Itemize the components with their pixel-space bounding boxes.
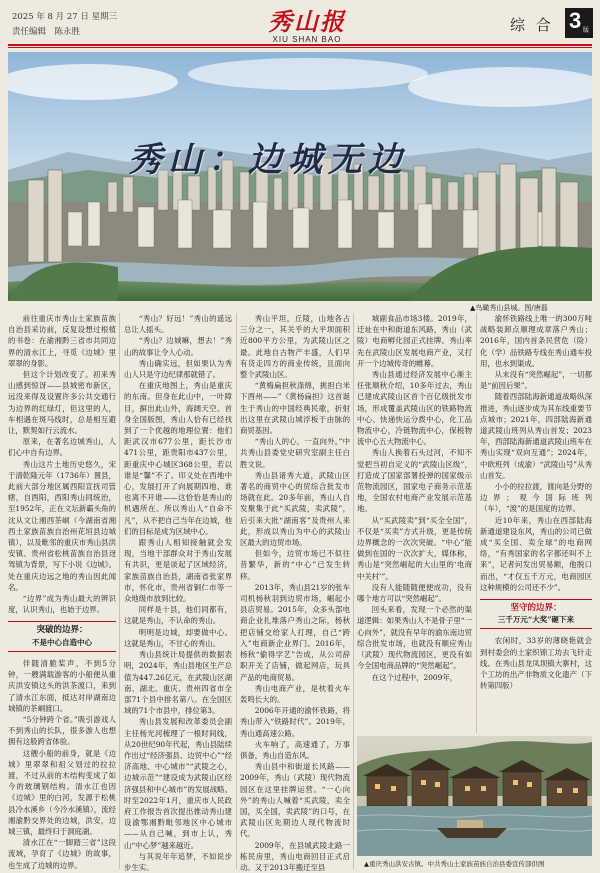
paragraph: 从未没有“突然崛起”，一切都是“前因后果”。: [480, 370, 592, 391]
newspaper-logo: [252, 2, 362, 44]
page-number: 3: [569, 8, 582, 33]
paragraph: 伴随清脆桨声，不到5分钟，一艘满载游客的小船便从重庆洪安镇这头的洪茶渡口，来到了清水江东面，抵达对岸湖南边城镇的茶峒渡口。: [8, 658, 116, 713]
section-title: 综 合: [510, 16, 554, 34]
paragraph: 秀山县通过经济发展中心渐主任张顺秋介绍，10多年过去，秀山已建成武陵山区首个百亿级批发市场，形成覆盖武陵山区的铁路物流中心、快递快运分拨中心，化工品物流中心，冷链物流中心，保税物流中心五大物流中心。: [357, 370, 472, 447]
article-column-3: [240, 313, 350, 873]
paragraph: 原来，在著名边城秀山，人们心中自有边界。: [8, 437, 116, 458]
paragraph: 秀山县中和街道长风路——2009年，秀山（武陵）现代物流园区在这里挂牌运营。“一心向外”的秀山人喊着“买武陵，卖全国，买全国，卖武陵”的口号，在武陵山区先期边人现代物流时代。: [240, 762, 350, 839]
paragraph: 随着西部陆海新通道战略纵深推进，秀山逐步成为其东线重要节点城市；2021年，四部陆海新通道武陵山班列从秀山首发；2023年，西部陆海新通道武陵山班车在秀山实现“双向互通”；2024年，中欧班列（成渝）“武陵山号”从秀山首发。: [480, 392, 592, 480]
masthead-rule: [8, 44, 592, 46]
paragraph: “秀山？好远！”秀山的遥远总让人摇头。: [124, 314, 232, 335]
paragraph: 但如今，边贸市场已不似往昔繁华，新的“中心”已发生转移。: [240, 549, 350, 581]
paragraph: 秀山这片土地历史悠久，宋于清乾隆元年（1736年）置县，此前大部分地区属西阳宣抚司管辖，自酉阳，西阳秀山同统治，至1952年，正在文坛新霸头角的沈从文让湘西茶峒（今湖南省湘西土家族苗族自治州花垣县边城镇），以及毗邻的重庆市秀山县洪安镇、贵州省松桃苗族自治县迓驾镇为背景，写下小说《边城》。处在重庆边远之地的秀山因此闻名。: [8, 459, 116, 592]
paragraph: 秀山县发展和改革委员会副主任杨光河梳理了一根时间线，从20世纪90年代起，秀山县陆续作出过“经济强县、边贸中心”“经济高地、中心城市”“武陵之心，边城示范”“建设成为武陵山区经济强县和中心城市”的发展战略。时至2022年1月，重庆市人民政府工作报告首次提出推动秀山建设渝鄂湘黔毗邻地区中心城市——从自己喊，到市上认，秀山“中心梦”越来越近。: [124, 717, 232, 850]
paragraph: 2006年开通的渝怀铁路，将秀山带入“铁路时代”。2019年，秀山通高速公路。: [240, 706, 350, 738]
masthead: [0, 0, 600, 48]
paragraph: 明明是边城，却要做中心。这就是秀山，不甘心的秀山。: [124, 627, 232, 648]
column-divider: [476, 313, 477, 733]
paragraph: “秀山？边城嘛，想去！”秀山的故事让令人心动。: [124, 336, 232, 357]
paragraph: 农闲时，33岁的薄晓艳就会到村委会的土家织锦工坊去飞针走线。在秀山县龙凤坝镇大寨村，这个工坊的出产非物质文化遗产（下转第四版）: [480, 636, 592, 691]
hero-headline: 秀山：边城无边: [128, 140, 408, 180]
issue-date: 2025 年 8 月 27 日 星期三: [12, 12, 118, 22]
subheading-subtitle: 三千万元“大奖”砸下来: [497, 615, 575, 625]
ancient-town-photo: [357, 736, 592, 856]
page-number-badge: [565, 8, 593, 38]
paragraph: “边界”成为秀山最大的辨识度，认识秀山，也始于边界。: [8, 594, 116, 615]
paragraph: 秀山县诸秀大道，武陵山区著名的商贸中心的贸综合批发市场就在此。20多年前，秀山人自发聚集于此“买武陵，卖武陵”，后引来大批“湖南客”及贵州人来此，形成以秀山为中心的武陵山区最大的边贸市场。: [240, 470, 350, 548]
page-suffix: 版: [583, 27, 590, 34]
masthead-rule-thin: [8, 47, 592, 48]
logo-chinese: 秀山报: [268, 7, 346, 36]
column-divider: [353, 313, 354, 869]
logo-english: XIU SHAN BAO: [272, 35, 342, 44]
paragraph: 2009年，在县城武陵北路一栋民房里，秀山电商回目正式启动。又于2013年搬迁至县: [240, 840, 350, 872]
paragraph: 2013年，秀山县21岁的张车司机杨秋羽到边贸市场，崛起小县店贸易。2015年，众多头部电商企业扎堆落户秀山之际，杨秋把店铺交给家人打理，自己“跨入”电商新企业界门。2016年，杨秋“偷得学艺”告成，从公司辞职开关了店铺，做起网店，玩具产品的电商贸易。: [240, 582, 350, 682]
paragraph: 清水江在“一脚踏三省”这段流域，孕育了《边城》的故事，也生成了边城的边界。: [8, 838, 116, 870]
paragraph: 与其说年年追梦，不如说步步生实。: [124, 851, 232, 872]
article-column-1: [8, 313, 116, 871]
paragraph: 小小的拉拉渡，渡向是分野的边界；观今国际班列（车），“渡”的是国度的边界。: [480, 482, 592, 514]
paragraph: 但这个计划改变了。初来秀山感到惊讶——县城密布新区，远没来得及设置许多公共交通行为边界的红绿灯，但这里的人，车相遇在斑马线时，总是相互避让，默契如行云流水。: [8, 370, 116, 436]
paragraph: “5分钟跨个省。”吸引游戏人不到秀山的长队，很多游人也想拥有这般跨省体验。: [8, 714, 116, 747]
paragraph: 近10年来，秀山在西部陆海新通道建设东风，秀山的公司已做成“买全国、卖全球”的电商网络，“有秀国家的名字都还叫不上来”，记者问发出贸易额，他脱口而出，“才仅五千万元，电商园区这种规模的公司还不少”。: [480, 515, 592, 592]
hero-photo: [8, 52, 592, 301]
subheading-title: 突破的边界：: [36, 625, 88, 636]
paragraph: 在重庆地图上，秀山是重庆的东南。但身在此山中，一叶障目，摒出此山外，海阔天空。首身全国版图，秀山人恰有已经找到了一个优越的地理位置：他们距武汉市677公里，距长沙市471公里，距贵阳市437公里，距重庆中心城区368公里，若以谁是“馨”不了。印义处在西地中心，发展打开了向展期四地、谁也离不开谁——这恰恰是秀山的机遇所在。所以秀山人“自命不凡”，从不把自己当年在边城，他们的目标是成为区域中心。: [124, 381, 232, 536]
article-column-5: [480, 313, 592, 692]
subheading-title: 坚守的边界：: [510, 603, 562, 614]
paragraph: 秀山县统计局提供的数据表明，2024年，秀山县地区生产总值为447.26亿元，在武陵山区湖南、湖北、重庆、贵州四省市全部71个县中排名第八。在全国区域的71个市县中，排位第3。: [124, 650, 232, 716]
paragraph: 渝怀铁路线上唯一的300万吨战略装卸点顺理成章落户秀山；2016年，国内首条民营危（险）化（学）品铁路专线在秀山通车投用，也水到渠成。: [480, 314, 592, 368]
paragraph: “黄梅扁担秋涤绵，挑担白米下酉州——”《黄杨扁担》这首诞生于秀山的中国经典民歌，折射出这里在武陵山城浮板于由脉的商贸基因。: [240, 381, 350, 436]
paragraph: 没有人能随随便便成功，没有哪个地方可以“突然崛起”。: [357, 582, 472, 604]
article-column-4: [357, 313, 472, 683]
ancient-town-caption: ▲重庆秀山洪安古镇。中共秀山土家族苗族自治县委宣传部供图: [364, 860, 545, 868]
editor-credit: 责任编辑 陈永胜: [12, 27, 81, 37]
paragraph: 前往重庆市秀山土家族苗族自治县采访前，反复设想过根植的书卷：在渝湘黔三省市共同边界的清水江上，寻觅《边城》里翠翠的身影。: [8, 314, 116, 368]
subheading-persistence: [480, 599, 592, 629]
subheading-subtitle: 不是中心自造中心: [32, 637, 92, 647]
paragraph: 跟秀山人相知接触就会发现，当地干部群众对于秀山发展有共识，更是谈起了区域经济，家族苗族自治县，湖南省张家界市，怀化市，贵州省铜仁市等一众地级市放到比较。: [124, 538, 232, 604]
paragraph: 这艘小船的前身，就是《边城》里翠翠和祖父划过的拉拉渡，不过从前的木结构变成了如今的玻璃钢结构。清水江也因《边城》里的白河，发源于松桃县冷水溪乡（今冷水溪镇），流经湘渝黔交界处的边城，洪安，边城三镇，最终归于洞庭湖。: [8, 748, 116, 836]
article-column-2: [124, 313, 232, 873]
paragraph: 城副食品市场3楼。2019年，迁址在中和街道东风路，秀山（武陵）电商孵化园正式挂牌。秀山率先在武陵山区发展电商产业，又打开一个边城传奇的帷幕。: [357, 314, 472, 368]
paragraph: 秀山电商产业，是枕着火车轰鸣长大的。: [240, 683, 350, 704]
ancient-town-image: [357, 736, 592, 856]
paragraph: 秀山平坦，丘陵，山地各占三分之一，其关乎的大平坝面积近800平方公里，为武陵山区之最。此地自古物产丰盛，人们早有货走四方的商业传统，且面向整个武陵山区。: [240, 314, 350, 380]
paragraph: 回头来看，发现一个必然的渠道逻辑：如果秀山人不是骨子里“一心向外”，就没有早年的渝东南边贸综合批发市场，也就没有顺应秀山（武陵）现代物流园区，更没有如今全国电商品牌的“突然崛起”。: [357, 605, 472, 671]
column-divider: [236, 313, 237, 869]
hero-caption: ▲鸟瞰秀山县城。图/唐磊: [470, 304, 548, 312]
paragraph: 火车响了，高速通了，万事俱备，秀山自造东风。: [240, 739, 350, 760]
column-divider: [119, 313, 120, 869]
paragraph: 从“买武陵卖”到“买全全国”，不仅是“买卖”方式升级，更是传统边界概念的一次次突破。“中心”能做到在国的一次次扩大，媒体称，秀山是“突然崛起的大山里的‘电商中关村’”。: [357, 515, 472, 581]
subheading-breakthrough: [8, 621, 116, 651]
paragraph: 同样是十县，他们同都有，这就是秀山，不认命的秀山。: [124, 605, 232, 626]
paragraph: 秀山人换着石头过河，不知不觉把当初自定义的“武陵山区级”，打造成了国家部署投弹的国家级示范物流园区，国家电子商务示范基地，全国农村电商产业发展示范基地。: [357, 448, 472, 514]
paragraph: “秀山人的心，一直向外。”中共秀山县委党史研究室副主任白胜文说。: [240, 437, 350, 469]
paragraph: 秀山确实远，但如果认为秀山人只是守边纪律那就错了。: [124, 358, 232, 380]
paragraph: 在这个过程中，2009年，: [371, 672, 458, 682]
